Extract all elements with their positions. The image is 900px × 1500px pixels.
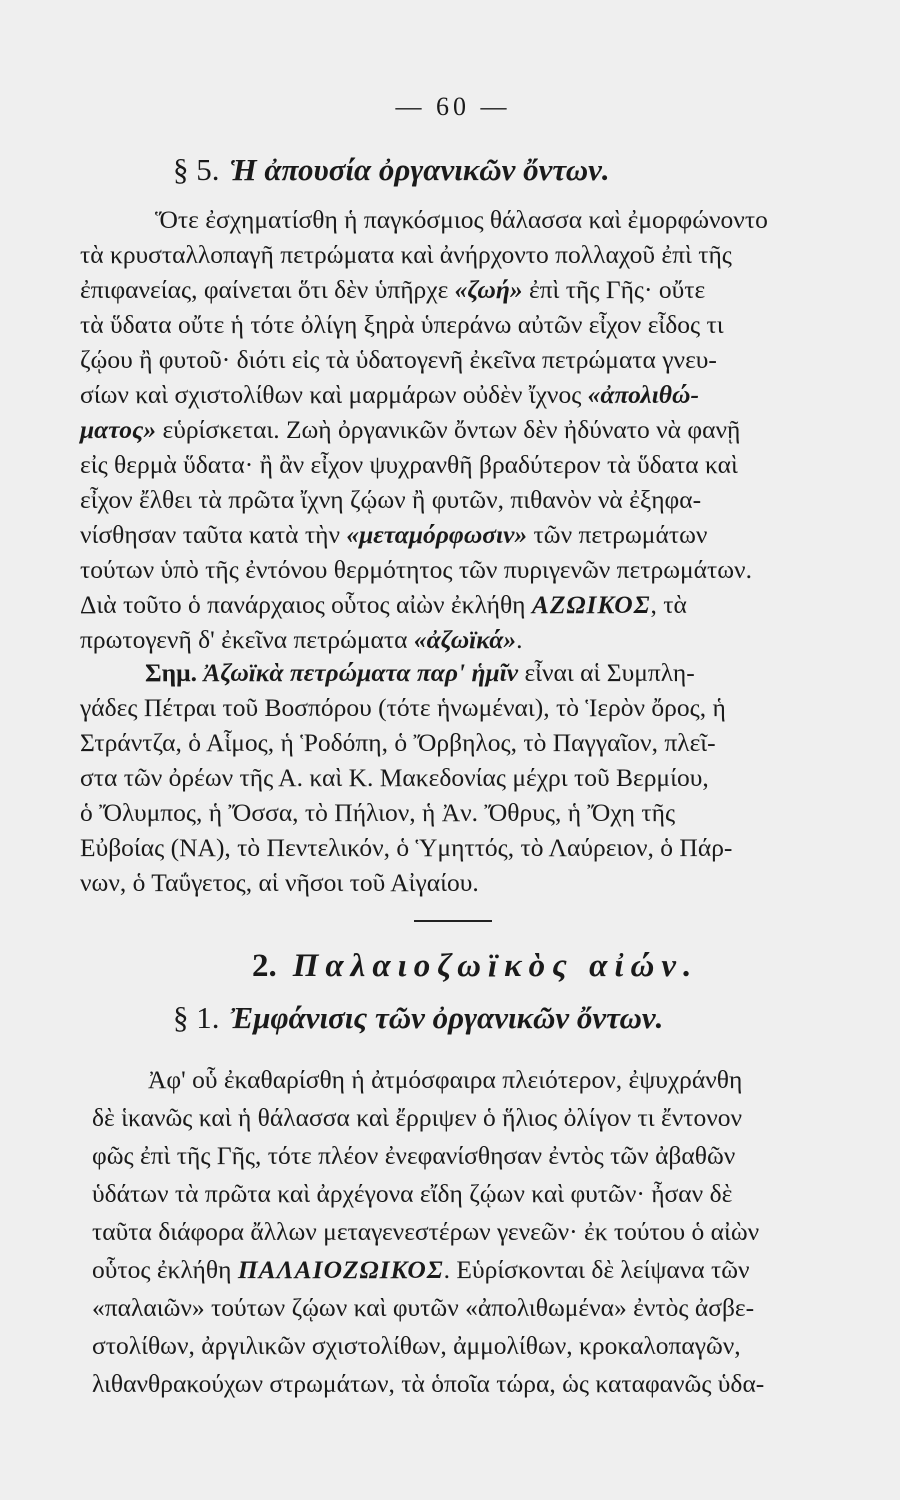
term-zoi: «ζωή» xyxy=(454,275,523,304)
text-line: Στράντζα, ὁ Αἷμος, ἡ Ῥοδόπη, ὁ Ὄρβηλος, τὸ Παγγαῖον, πλεῖ- xyxy=(80,728,716,757)
section-title: Ἐμφάνισις τῶν ὀργανικῶν ὄντων. xyxy=(229,1000,664,1035)
text-line: ὁ Ὄλυμπος, ἡ Ὄσσα, τὸ Πήλιον, ἡ Ἀν. Ὄθρυς, ἡ Ὄχη τῆς xyxy=(80,798,676,827)
section-symbol: § 5. xyxy=(173,152,220,187)
text-line: «παλαιῶν» τούτων ζῴων καὶ φυτῶν «ἀπολιθωμένα» ἐντὸς ἀσβε- xyxy=(92,1293,755,1322)
section-1-heading xyxy=(173,1000,663,1036)
text-line: δὲ ἱκανῶς καὶ ἡ θάλασσα καὶ ἔρριψεν ὁ ἥλιος ὀλίγον τι ἔντονον xyxy=(92,1103,743,1132)
text-line: τὰ κρυσταλλοπαγῆ πετρώματα καὶ ἀνήρχοντο πολλαχοῦ ἐπὶ τῆς xyxy=(80,240,732,269)
term-azoic: ΑΖΩΙΚΟΣ xyxy=(531,590,651,619)
text-line: οὗτος ἐκλήθη ΠΑΛΑΙΟΖΩΙΚΟΣ. Εὑρίσκονται δὲ λείψανα τῶν xyxy=(92,1255,750,1284)
era-number: 2. xyxy=(252,948,277,984)
text-line: ματος» εὑρίσκεται. Ζωὴ ὀργανικῶν ὄντων δὲν ἠδύνατο νὰ φανῇ xyxy=(80,415,741,444)
text-line: ὑδάτων τὰ πρῶτα καὶ ἀρχέγονα εἴδη ζῴων καὶ φυτῶν· ἦσαν δὲ xyxy=(92,1179,733,1208)
section-symbol: § 1. xyxy=(173,1000,220,1035)
era-heading xyxy=(252,948,698,985)
era-title: Παλαιοζωϊκὸς αἰών. xyxy=(292,948,699,984)
text-line: ἐπιφανείας, φαίνεται ὅτι δὲν ὑπῆρχε «ζωή» ἐπὶ τῆς Γῆς· οὔτε xyxy=(80,275,706,304)
section-5-heading xyxy=(173,152,610,188)
text-line: εἰς θερμὰ ὕδατα· ἢ ἂν εἶχον ψυχρανθῆ βραδύτερον τὰ ὕδατα καὶ xyxy=(80,450,738,479)
term-fossil: «ἀπολιθώ- xyxy=(587,380,699,409)
text-line: φῶς ἐπὶ τῆς Γῆς, τότε πλέον ἐνεφανίσθησαν ἐντὸς τῶν ἀβαθῶν xyxy=(92,1141,736,1170)
text-line: πρωτογενῆ δ' ἐκεῖνα πετρώματα «ἀζωϊκά». xyxy=(80,625,523,654)
text-line: στολίθων, ἀργιλικῶν σχιστολίθων, ἀμμολίθων, κροκαλοπαγῶν, xyxy=(92,1331,741,1360)
section-divider xyxy=(414,920,492,922)
note-label: Σημ. xyxy=(145,658,204,687)
text-line: λιθανθρακούχων στρωμάτων, τὰ ὁποῖα τώρα, ὡς καταφανῶς ὑδα- xyxy=(92,1369,765,1398)
text-line: Ὅτε ἐσχηματίσθη ἡ παγκόσμιος θάλασσα καὶ ἐμορφώνοντο xyxy=(155,205,768,234)
text-line: στα τῶν ὀρέων τῆς Α. καὶ Κ. Μακεδονίας μέχρι τοῦ Βερμίου, xyxy=(80,763,709,792)
text-line: σίων καὶ σχιστολίθων καὶ μαρμάρων οὐδὲν ἴχνος «ἀπολιθώ- xyxy=(80,380,699,409)
term-fossil-end: ματος» xyxy=(80,415,157,444)
text-line: νίσθησαν ταῦτα κατὰ τὴν «μεταμόρφωσιν» τῶν πετρωμάτων xyxy=(80,520,708,549)
text-line: ταῦτα διάφορα ἄλλων μεταγενεστέρων γενεῶν· ἐκ τούτου ὁ αἰὼν xyxy=(92,1217,760,1246)
text-line: Σημ. Ἀζωϊκὰ πετρώματα παρ' ἡμῖν εἶναι αἱ Συμπλη- xyxy=(145,658,695,687)
text-line: ζῴου ἢ φυτοῦ· διότι εἰς τὰ ὑδατογενῆ ἐκεῖνα πετρώματα γνευ- xyxy=(80,345,717,374)
page-number: — 60 — xyxy=(395,92,511,121)
text-line: Διὰ τοῦτο ὁ πανάρχαιος οὗτος αἰὼν ἐκλήθη ΑΖΩΙΚΟΣ, τὰ xyxy=(80,590,687,619)
text-line: γάδες Πέτραι τοῦ Βοσπόρου (τότε ἡνωμέναι), τὸ Ἱερὸν ὄρος, ἡ xyxy=(80,693,726,722)
text-line: εἶχον ἔλθει τὰ πρῶτα ἴχνη ζῴων ἢ φυτῶν, πιθανὸν νὰ ἐξηφα- xyxy=(80,485,702,514)
text-line: τὰ ὕδατα οὔτε ἡ τότε ὀλίγη ξηρὰ ὑπεράνω αὐτῶν εἶχον εἶδος τι xyxy=(80,310,724,339)
term-paleozoic: ΠΑΛΑΙΟΖΩΙΚΟΣ xyxy=(237,1255,444,1284)
term-metamorphosis: «μεταμόρφωσιν» xyxy=(346,520,528,549)
text-line: Ἀφ' οὗ ἐκαθαρίσθη ἡ ἀτμόσφαιρα πλειότερον, ἐψυχράνθη xyxy=(148,1065,743,1094)
note-term: Ἀζωϊκὰ πετρώματα παρ' ἡμῖν xyxy=(203,658,519,687)
term-azoika: «ἀζωϊκά» xyxy=(413,625,517,654)
text-line: Εὐβοίας (ΝΑ), τὸ Πεντελικόν, ὁ Ὑμηττός, τὸ Λαύρειον, ὁ Πάρ- xyxy=(80,833,733,862)
text-line: νων, ὁ Ταΰγετος, αἱ νῆσοι τοῦ Αἰγαίου. xyxy=(80,868,479,897)
section-title: Ἡ ἀπουσία ὀργανικῶν ὄντων. xyxy=(229,152,610,187)
text-line: τούτων ὑπὸ τῆς ἐντόνου θερμότητος τῶν πυριγενῶν πετρωμάτων. xyxy=(80,555,752,584)
